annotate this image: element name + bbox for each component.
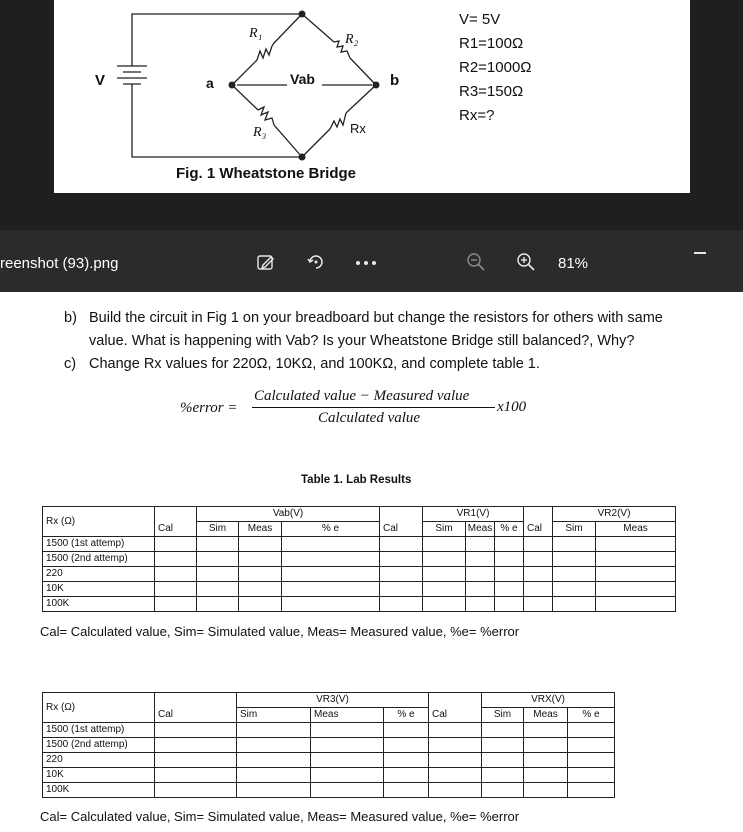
legend-2: Cal= Calculated value, Sim= Simulated value, Meas= Measured value, %e= %error bbox=[40, 809, 520, 824]
col-pct-e: % e bbox=[495, 522, 524, 537]
table-row bbox=[43, 537, 676, 552]
row-label: 1500 (1st attemp) bbox=[43, 537, 155, 552]
formula-lhs: %error = bbox=[180, 400, 238, 416]
label-r1: R₁ bbox=[249, 26, 263, 41]
problem-b-marker: b) bbox=[64, 310, 77, 326]
col-meas: Meas bbox=[596, 522, 676, 537]
resistor-r1 bbox=[257, 43, 274, 60]
col-sim: Sim bbox=[237, 708, 311, 723]
row-label: 1500 (2nd attemp) bbox=[43, 552, 155, 567]
label-r2: R₂ bbox=[345, 32, 359, 47]
filename-label: reenshot (93).png bbox=[0, 255, 119, 272]
col-sim: Sim bbox=[423, 522, 466, 537]
value-list bbox=[459, 8, 532, 128]
col-cal: Cal bbox=[429, 708, 482, 723]
col-sim: Sim bbox=[482, 708, 524, 723]
label-vab: Vab bbox=[290, 71, 315, 87]
row-label: 220 bbox=[43, 753, 155, 768]
value-rx: Rx=? bbox=[459, 107, 495, 124]
table-row bbox=[43, 597, 676, 612]
problem-b-line2: value. What is happening with Vab? Is your Wheatstone Bridge still balanced?, Why? bbox=[89, 333, 635, 349]
row-label: 100K bbox=[43, 597, 155, 612]
value-r2: R2=1000Ω bbox=[459, 59, 532, 76]
table-row bbox=[43, 552, 676, 567]
results-table-2 bbox=[42, 692, 615, 798]
results-table-1 bbox=[42, 506, 676, 612]
wire-bottom bbox=[132, 96, 302, 157]
label-rx: Rx bbox=[350, 121, 366, 136]
group-header-vr2: VR2(V) bbox=[553, 507, 676, 522]
minimize-icon[interactable] bbox=[694, 252, 706, 254]
col-pct-e: % e bbox=[282, 522, 380, 537]
row-label: 10K bbox=[43, 768, 155, 783]
formula-numerator: Calculated value − Measured value bbox=[254, 388, 470, 404]
table-row bbox=[43, 582, 676, 597]
row-label: 10K bbox=[43, 582, 155, 597]
fraction-bar bbox=[252, 407, 495, 408]
value-v: V= 5V bbox=[459, 11, 501, 28]
table-row bbox=[43, 567, 676, 582]
legend-1: Cal= Calculated value, Sim= Simulated value, Meas= Measured value, %e= %error bbox=[40, 624, 520, 639]
col-meas: Meas bbox=[311, 708, 384, 723]
group-header-vrx: VRX(V) bbox=[482, 693, 615, 708]
col-meas: Meas bbox=[524, 708, 568, 723]
label-v: V bbox=[95, 72, 106, 89]
col-cal: Cal bbox=[380, 522, 423, 537]
row-label: 1500 (1st attemp) bbox=[43, 723, 155, 738]
group-header-vr3: VR3(V) bbox=[237, 693, 429, 708]
resistor-rx bbox=[330, 113, 346, 129]
col-sim: Sim bbox=[197, 522, 239, 537]
col-meas: Meas bbox=[239, 522, 282, 537]
col-meas: Meas bbox=[466, 522, 495, 537]
table-row bbox=[43, 768, 615, 783]
formula-multiplier: x100 bbox=[497, 399, 527, 415]
row-label: 1500 (2nd attemp) bbox=[43, 738, 155, 753]
label-a: a bbox=[206, 75, 214, 91]
col-cal: Cal bbox=[155, 522, 197, 537]
group-header-vab: Vab(V) bbox=[197, 507, 380, 522]
col-pct-e: % e bbox=[568, 708, 615, 723]
problem-c-line: Change Rx values for 220Ω, 10KΩ, and 100KΩ, and complete table 1. bbox=[89, 356, 540, 372]
problem-c-marker: c) bbox=[64, 356, 77, 372]
edit-icon[interactable] bbox=[256, 252, 276, 277]
value-r3: R3=150Ω bbox=[459, 83, 524, 100]
col-cal: Cal bbox=[155, 708, 237, 723]
table1-title: Table 1. Lab Results bbox=[301, 474, 412, 486]
resistor-r3 bbox=[258, 107, 274, 125]
col-cal: Cal bbox=[524, 522, 553, 537]
row-label: 220 bbox=[43, 567, 155, 582]
rotate-icon[interactable] bbox=[306, 252, 326, 277]
zoom-out-icon[interactable] bbox=[466, 252, 486, 277]
zoom-level[interactable]: 81% bbox=[558, 255, 589, 272]
problem-b-line1: Build the circuit in Fig 1 on your breadboard but change the resistors for others with same bbox=[89, 310, 663, 326]
rx-header: Rx (Ω) bbox=[43, 507, 155, 537]
col-sim: Sim bbox=[553, 522, 596, 537]
group-header-vr1: VR1(V) bbox=[423, 507, 524, 522]
row-label: 100K bbox=[43, 783, 155, 798]
label-r3: R₃ bbox=[253, 125, 267, 140]
table-row bbox=[43, 738, 615, 753]
value-r1: R1=100Ω bbox=[459, 35, 524, 52]
wheatstone-bridge-diagram bbox=[54, 0, 690, 193]
label-b: b bbox=[390, 72, 400, 89]
more-icon[interactable] bbox=[354, 252, 378, 277]
table-row bbox=[43, 723, 615, 738]
table-row bbox=[43, 753, 615, 768]
formula-denominator: Calculated value bbox=[318, 410, 421, 426]
zoom-in-icon[interactable] bbox=[516, 252, 536, 277]
wire-top bbox=[132, 14, 302, 60]
col-pct-e: % e bbox=[384, 708, 429, 723]
table-row bbox=[43, 783, 615, 798]
figure-caption: Fig. 1 Wheatstone Bridge bbox=[176, 165, 357, 182]
figure-panel bbox=[54, 0, 690, 193]
viewer-toolbar bbox=[0, 230, 743, 292]
rx-header: Rx (Ω) bbox=[43, 693, 155, 723]
